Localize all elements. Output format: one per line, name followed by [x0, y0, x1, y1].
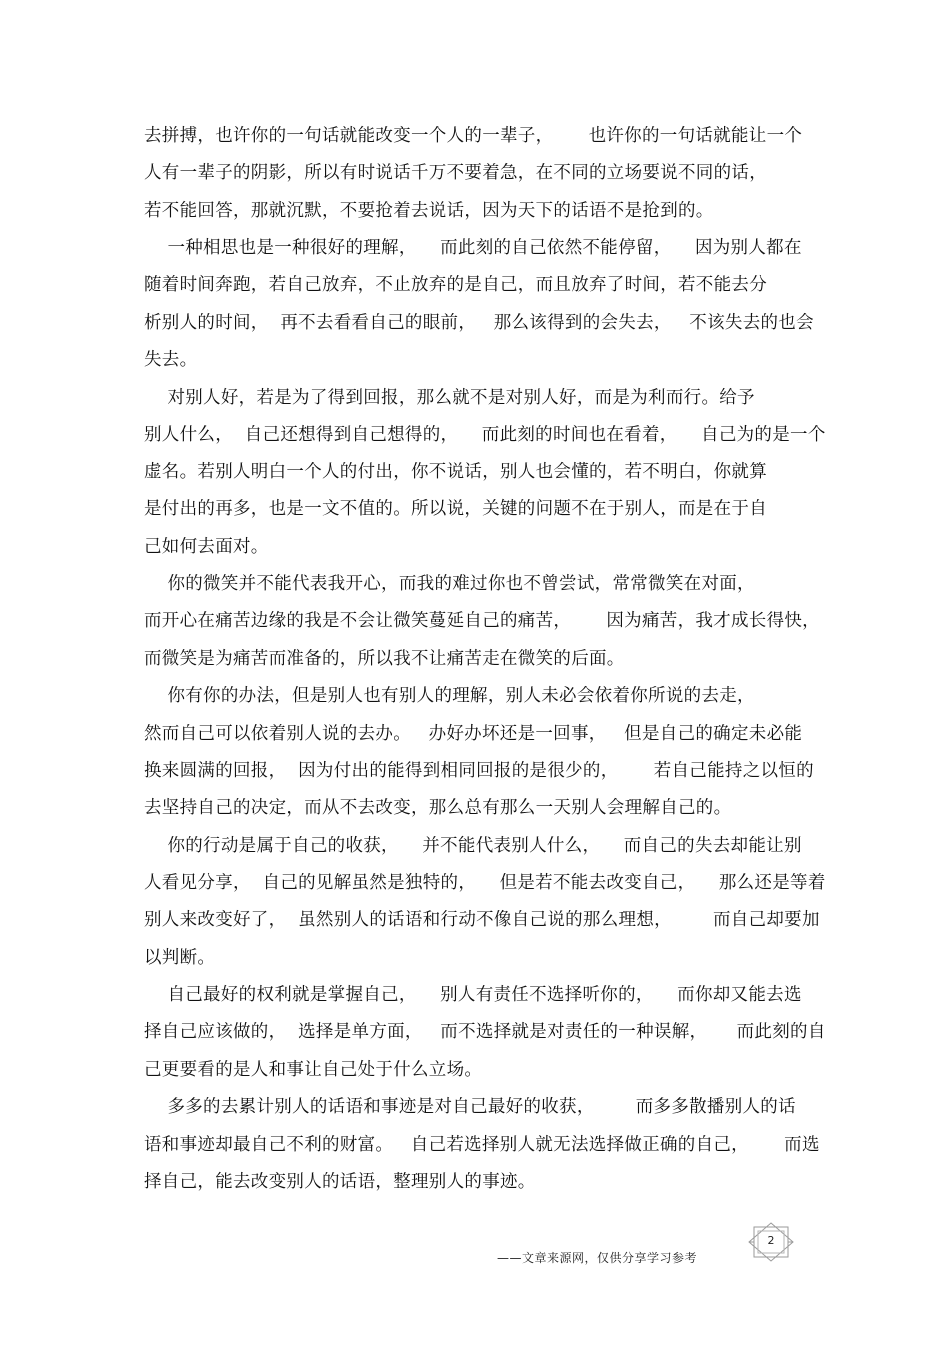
text-line: 己如何去面对。 — [144, 537, 269, 557]
text-line: 语和事迹却最自己不利的财富。 自己若选择别人就无法选择做正确的自己， 而选 — [144, 1135, 820, 1155]
text-line: 而微笑是为痛苦而准备的，所以我不让痛苦走在微笑的后面。 — [144, 649, 625, 669]
text-line: 换来圆满的回报， 因为付出的能得到相同回报的是很少的， 若自己能持之以恒的 — [144, 761, 814, 781]
text-line: 别人什么， 自己还想得到自己想得的， 而此刻的时间也在看着， 自己为的是一个 — [144, 425, 826, 445]
page-number: 2 — [767, 1234, 775, 1247]
text-line: 然而自己可以依着别人说的去办。 办好办坏还是一回事， 但是自己的确定未必能 — [144, 724, 803, 744]
text-line: 失去。 — [144, 350, 198, 370]
text-line: 己更要看的是人和事让自己处于什么立场。 — [144, 1060, 483, 1080]
text-line: 而开心在痛苦边缘的我是不会让微笑蔓延自己的痛苦， 因为痛苦，我才成长得快， — [144, 611, 820, 631]
source-note: ——文章来源网，仅供分享学习参考 — [497, 1251, 698, 1265]
text-line: 一种相思也是一种很好的理解， 而此刻的自己依然不能停留， 因为别人都在 — [144, 238, 802, 258]
text-line: 你的行动是属于自己的收获， 并不能代表别人什么， 而自己的失去却能让别 — [144, 836, 802, 856]
text-line: 去坚持自己的决定，而从不去改变，那么总有那么一天别人会理解自己的。 — [144, 798, 732, 818]
text-line: 择自己应该做的， 选择是单方面， 而不选择就是对责任的一种误解， 而此刻的自 — [144, 1022, 826, 1042]
text-line: 人看见分享， 自己的见解虽然是独特的， 但是若不能去改变自己， 那么还是等着 — [144, 873, 826, 893]
text-line: 对别人好，若是为了得到回报，那么就不是对别人好，而是为利而行。给予 — [144, 388, 755, 408]
text-line: 是付出的再多，也是一文不值的。所以说，关键的问题不在于别人，而是在于自 — [144, 499, 767, 519]
text-line: 去拼搏，也许你的一句话就能改变一个人的一辈子， 也许你的一句话就能让一个 — [144, 126, 803, 146]
text-line: 人有一辈子的阴影，所以有时说话千万不要着急，在不同的立场要说不同的话， — [144, 163, 767, 183]
text-line: 自己最好的权利就是掌握自己， 别人有责任不选择听你的， 而你却又能去选 — [144, 985, 802, 1005]
text-line: 以判断。 — [144, 948, 216, 968]
text-line: 你有你的办法，但是别人也有别人的理解，别人未必会依着你所说的去走， — [144, 686, 755, 706]
text-line: 多多的去累计别人的话语和事迹是对自己最好的收获， 而多多散播别人的话 — [144, 1097, 796, 1117]
page-number-badge — [748, 1222, 794, 1262]
text-line: 析别人的时间， 再不去看看自己的眼前， 那么该得到的会失去， 不该失去的也会 — [144, 313, 814, 333]
text-line: 别人来改变好了， 虽然别人的话语和行动不像自己说的那么理想， 而自己却要加 — [144, 910, 820, 930]
text-line: 若不能回答，那就沉默，不要抢着去说话，因为天下的话语不是抢到的。 — [144, 201, 714, 221]
text-line: 虚名。若别人明白一个人的付出，你不说话，别人也会懂的，若不明白，你就算 — [144, 462, 767, 482]
text-line: 择自己，能去改变别人的话语，整理别人的事迹。 — [144, 1172, 536, 1192]
text-line: 随着时间奔跑，若自己放弃，不止放弃的是自己，而且放弃了时间，若不能去分 — [144, 275, 767, 295]
text-line: 你的微笑并不能代表我开心，而我的难过你也不曾尝试，常常微笑在对面， — [144, 574, 755, 594]
